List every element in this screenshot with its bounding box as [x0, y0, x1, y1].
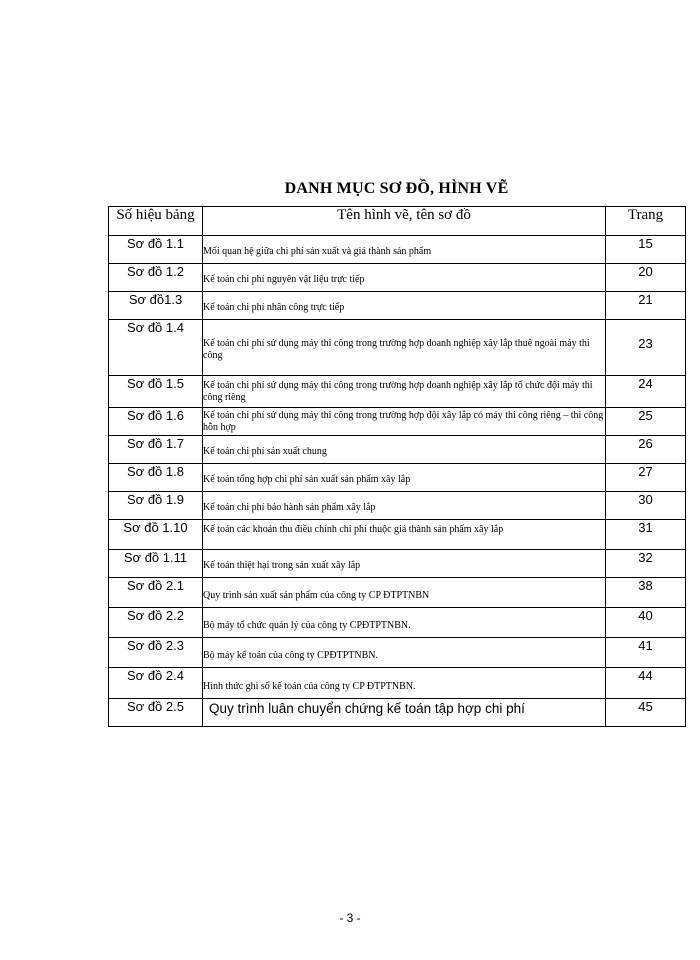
row-page: 32 [606, 550, 686, 578]
row-page: 44 [606, 668, 686, 699]
table-row [109, 578, 686, 608]
row-name: Kế toán chi phí nhân công trực tiếp [203, 292, 606, 320]
row-page: 23 [606, 320, 686, 376]
table-header-row [109, 207, 686, 236]
row-code: Sơ đồ 1.10 [109, 520, 203, 550]
table-row [109, 492, 686, 520]
row-name: Hình thức ghi sổ kế toán của công ty CP ĐTPTNBN. [203, 668, 606, 699]
table-row [109, 292, 686, 320]
table-row [109, 520, 686, 550]
table-row [109, 699, 686, 727]
row-code: Sơ đồ 1.2 [109, 264, 203, 292]
table-row [109, 408, 686, 436]
row-name: Kế toán chi phí sản xuất chung [203, 436, 606, 464]
row-code: Sơ đồ 1.9 [109, 492, 203, 520]
row-code: Sơ đồ 2.4 [109, 668, 203, 699]
table-row [109, 264, 686, 292]
table-row [109, 550, 686, 578]
table-row [109, 464, 686, 492]
row-page: 21 [606, 292, 686, 320]
row-code: Sơ đồ 1.1 [109, 236, 203, 264]
row-name: Quy trình luân chuyển chứng kế toán tập hợp chi phí [203, 699, 606, 727]
row-name: Kế toán chi phí nguyên vật liệu trực tiếp [203, 264, 606, 292]
row-code: Sơ đồ 1.5 [109, 376, 203, 408]
row-name: Kế toán chi phí sử dụng máy thi công trong trường hợp doanh nghiệp xây lắp tổ chức đội máy thi công riêng [203, 376, 606, 408]
row-page: 27 [606, 464, 686, 492]
row-page: 30 [606, 492, 686, 520]
row-code: Sơ đồ 1.7 [109, 436, 203, 464]
row-page: 40 [606, 608, 686, 638]
row-name: Quy trình sản xuất sản phẩm của công ty CP ĐTPTNBN [203, 578, 606, 608]
table-row [109, 376, 686, 408]
row-page: 41 [606, 638, 686, 668]
row-code: Sơ đồ 2.2 [109, 608, 203, 638]
table-row [109, 668, 686, 699]
table-row [109, 608, 686, 638]
row-page: 26 [606, 436, 686, 464]
row-name: Mối quan hệ giữa chi phí sản xuất và giá thành sản phẩm [203, 236, 606, 264]
row-name: Kế toán chi phí sử dụng máy thi công trong trường hợp doanh nghiệp xây lắp thuê ngoài máy thi công [203, 320, 606, 376]
row-name: Kế toán các khoản thu điều chỉnh chi phí thuộc giá thành sản phẩm xây lắp [203, 520, 606, 550]
page-title: DANH MỤC SƠ ĐỒ, HÌNH VẼ [284, 180, 509, 197]
table-row [109, 320, 686, 376]
header-code: Số hiệu bảng [109, 207, 203, 236]
row-name: Kế toán thiệt hại trong sản xuất xây lắp [203, 550, 606, 578]
row-code: Sơ đồ 2.1 [109, 578, 203, 608]
row-page: 15 [606, 236, 686, 264]
row-page: 25 [606, 408, 686, 436]
row-code: Sơ đồ 1.11 [109, 550, 203, 578]
row-name: Kế toán chi phí bảo hành sản phẩm xây lắp [203, 492, 606, 520]
row-name: Kế toán chi phí sử dụng máy thi công trong trường hợp đội xây lắp có máy thi công riêng – thi công hỗn hợp [203, 408, 606, 436]
row-code: Sơ đồ 1.4 [109, 320, 203, 376]
table-row [109, 236, 686, 264]
page-number: - 3 - [339, 911, 361, 925]
figure-list-table [108, 206, 686, 727]
row-page: 31 [606, 520, 686, 550]
row-page: 24 [606, 376, 686, 408]
row-name: Bộ máy kế toán của công ty CPĐTPTNBN. [203, 638, 606, 668]
row-code: Sơ đồ 2.3 [109, 638, 203, 668]
row-code: Sơ đồ 1.6 [109, 408, 203, 436]
row-page: 45 [606, 699, 686, 727]
row-page: 20 [606, 264, 686, 292]
row-name: Bộ máy tổ chức quản lý của công ty CPĐTPTNBN. [203, 608, 606, 638]
row-page: 38 [606, 578, 686, 608]
row-code: Sơ đồ1.3 [109, 292, 203, 320]
row-code: Sơ đồ 2.5 [109, 699, 203, 727]
header-page: Trang [606, 207, 686, 236]
table-row [109, 638, 686, 668]
row-name: Kế toán tổng hợp chi phí sản xuất sản phẩm xây lắp [203, 464, 606, 492]
row-code: Sơ đồ 1.8 [109, 464, 203, 492]
table-row [109, 436, 686, 464]
header-name: Tên hình vẽ, tên sơ đồ [203, 207, 606, 236]
